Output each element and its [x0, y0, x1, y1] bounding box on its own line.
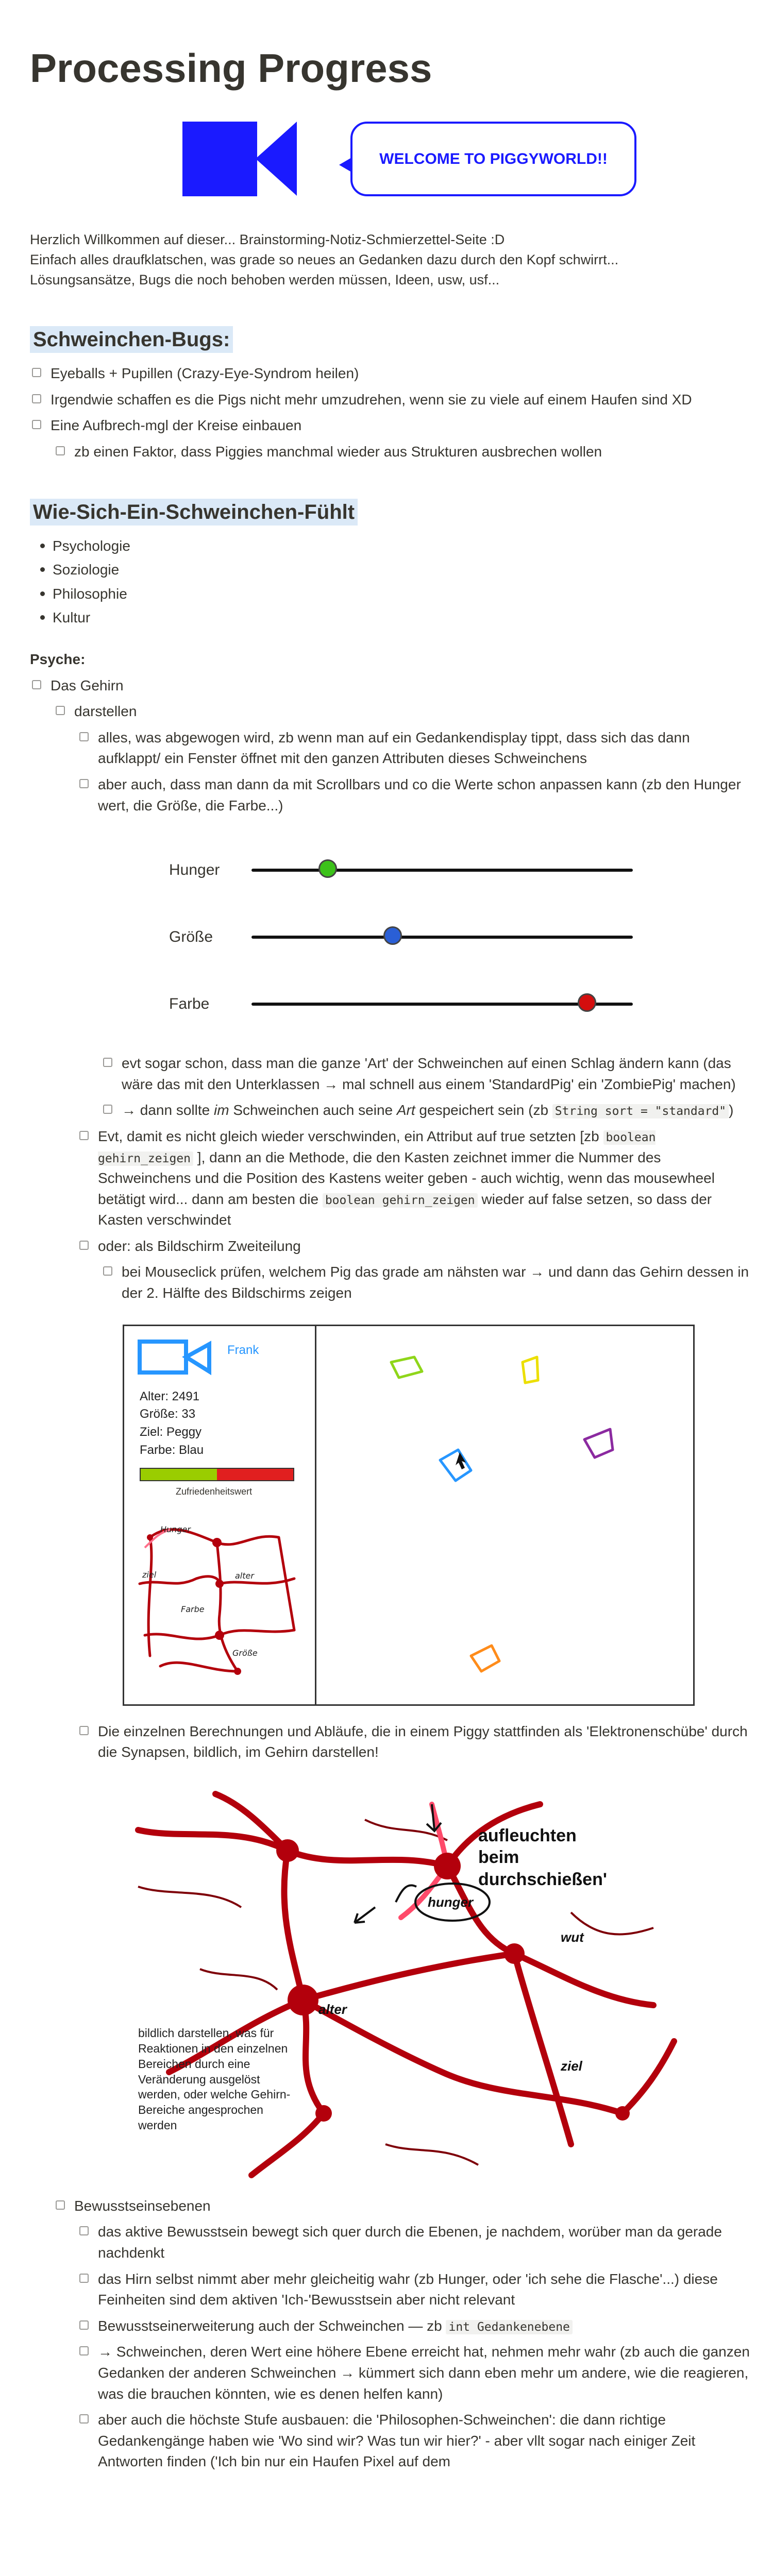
todo-item[interactable] — [77, 1721, 751, 1763]
pig-yellow — [523, 1357, 538, 1383]
todo-item[interactable] — [101, 1262, 751, 1303]
page — [30, 46, 751, 2478]
todo-text: darstellen — [74, 703, 137, 720]
brain-label: Farbe — [181, 1604, 205, 1614]
pig-world-view — [316, 1326, 693, 1704]
checkbox[interactable] — [56, 446, 65, 455]
camera-icon — [137, 1336, 214, 1378]
todo-text: alles, was abgewogen wird, zb wenn man auf ein Gedankendisplay tippt, dass sich das dann aufklappt/ ein Fenster öffnet mit den ganzen Attributen dieses Schweinchens — [98, 729, 690, 767]
pig-stats — [140, 1388, 204, 1460]
checkbox[interactable] — [103, 1105, 112, 1114]
pig-green — [391, 1357, 422, 1378]
todo-item[interactable] — [54, 2196, 751, 2217]
todo-item[interactable] — [54, 442, 751, 463]
todo-text: das aktive Bewusstsein bewegt sich quer durch die Ebenen, je nachdem, worüber man da gerade nachdenkt — [98, 2224, 722, 2261]
code-inline: boolean gehirn_zeigen — [323, 1193, 478, 1208]
slider-hunger — [169, 837, 633, 904]
slider-knob[interactable] — [578, 993, 596, 1012]
brain-label: ziel — [142, 1569, 157, 1580]
stat-line: Ziel: Peggy — [140, 1425, 202, 1439]
todo-item[interactable] — [77, 727, 751, 769]
todo-text: Eyeballs + Pupillen (Crazy-Eye-Syndrom heilen) — [51, 365, 359, 382]
brain-panel — [124, 1326, 316, 1704]
satisfaction-bar — [140, 1468, 294, 1481]
brain-label-wut: wut — [561, 1929, 584, 1945]
checkbox[interactable] — [79, 2274, 89, 2283]
slider-track[interactable] — [251, 1003, 633, 1006]
satisfaction-caption: Zufriedenheitswert — [176, 1486, 253, 1497]
checkbox[interactable] — [79, 2226, 89, 2235]
stat-line: Farbe: Blau — [140, 1443, 204, 1458]
cursor-icon — [456, 1452, 466, 1469]
todo-text: Bewusstseinsebenen — [74, 2197, 211, 2214]
todo-item[interactable] — [101, 1053, 751, 1095]
bullet-item: Kultur — [40, 607, 751, 629]
pig-orange — [471, 1646, 499, 1671]
satisfaction-fill — [141, 1469, 217, 1480]
todo-text: → Schweinchen, deren Wert eine höhere Ebene erreicht hat, nehmen mehr wahr (zb auch die ganzen Gedanken der anderen Schweinchen → kümmert sich dann eben mehr um andere, wie die reagieren, was die brauchen könnten, wie es denen helfen kann) — [98, 2344, 750, 2402]
slider-track[interactable] — [251, 936, 633, 939]
checkbox[interactable] — [56, 706, 65, 715]
code-inline: String sort = "standard" — [552, 1104, 729, 1118]
checkbox[interactable] — [32, 394, 41, 403]
satisfaction-rest — [217, 1469, 293, 1480]
todo-item[interactable] — [30, 363, 751, 384]
checkbox[interactable] — [79, 779, 89, 788]
slider-farbe — [169, 971, 633, 1038]
checkbox[interactable] — [79, 2346, 89, 2355]
todo-text: Irgendwie schaffen es die Pigs nicht mehr umzudrehen, wenn sie zu viele auf einem Haufen sind XD — [51, 391, 692, 408]
brain-label: alter — [235, 1570, 254, 1581]
todo-text: → dann sollte im Schweinchen auch seine Art gespeichert sein (zb String sort = "standard" ) — [122, 1102, 734, 1118]
brain-label-alter: alter — [318, 2001, 347, 2017]
speech-bubble-tail — [339, 158, 351, 172]
brain-caption: bildlich darstellen, was für Reaktionen in den einzelnen Bereichen durch eine Veränderung ausgelöst werden, oder welche Gehirn-Bereiche angesprochen werden — [138, 2026, 291, 2132]
bugs-section — [30, 326, 751, 353]
bullet-item: Soziologie — [40, 560, 751, 581]
todo-text: Das Gehirn — [51, 677, 124, 693]
todo-item[interactable] — [77, 1126, 751, 1231]
todo-item[interactable] — [30, 389, 751, 411]
todo-text: aber auch, dass man dann da mit Scrollbars und co die Werte schon anpassen kann (zb den Hunger wert, die Größe, die Farbe...) — [98, 776, 741, 814]
todo-text: evt sogar schon, dass man die ganze 'Art' der Schweinchen auf einen Schlag ändern kann (das wäre das mit den Unterklassen → mal schnell aus einem 'StandardPig' ein 'ZombiePig' machen) — [122, 1055, 736, 1092]
code-inline: int Gedankenebene — [446, 2320, 572, 2334]
slider-label: Hunger — [169, 861, 220, 879]
todo-text: oder: als Bildschirm Zweiteilung — [98, 1238, 301, 1254]
todo-item[interactable] — [77, 2410, 751, 2472]
bugs-heading: Schweinchen-Bugs: — [30, 326, 233, 353]
todo-item[interactable] — [77, 1236, 751, 1257]
page-title: Processing Progress — [30, 45, 432, 91]
checkbox[interactable] — [79, 2414, 89, 2424]
slider-panel — [169, 837, 633, 1038]
todo-item[interactable] — [101, 1100, 751, 1121]
intro-line: Herzlich Willkommen auf dieser... Brainstorming-Notiz-Schmierzettel-Seite :D — [30, 231, 505, 247]
camera-lens-icon — [256, 122, 297, 196]
todo-text: Evt, damit es nicht gleich wieder verschwinden, ein Attribut auf true setzten [zb boolean gehirn_zeigen ], dann an die Methode, die den Kasten zeichnet immer die Nummer des Schweinchens und die Position des Kastens weiter geben - auch wichtig, wenn das mousewheel betätigt wird... dann am besten die boolean gehirn_zeigen wieder auf false setzen, so dass der Kasten verschwindet — [98, 1128, 715, 1228]
speech-bubble: WELCOME TO PIGGYWORLD!! — [350, 122, 636, 196]
checkbox[interactable] — [56, 2200, 65, 2210]
todo-item[interactable] — [77, 2269, 751, 2311]
stat-line: Alter: 2491 — [140, 1389, 200, 1403]
checkbox[interactable] — [103, 1058, 112, 1067]
intro-text — [30, 230, 751, 290]
split-screen-sketch — [123, 1325, 695, 1706]
brain-label: Größe — [232, 1648, 258, 1658]
brain-label: Hunger — [160, 1524, 191, 1534]
checkbox[interactable] — [79, 2320, 89, 2330]
intro-line: Lösungsansätze, Bugs die noch behoben werden müssen, Ideen, usw, usf... — [30, 272, 500, 288]
checkbox[interactable] — [32, 420, 41, 429]
slider-track[interactable] — [251, 869, 633, 872]
todo-text: zb einen Faktor, dass Piggies manchmal wieder aus Strukturen ausbrechen wollen — [74, 444, 602, 460]
psyche-label: Psyche: — [30, 651, 86, 667]
checkbox[interactable] — [103, 1266, 112, 1276]
hero-banner — [30, 122, 751, 209]
feel-section — [30, 499, 751, 526]
todo-item[interactable] — [77, 2222, 751, 2263]
todo-text: das Hirn selbst nimmt aber mehr gleicheitig wahr (zb Hunger, oder 'ich sehe die Flasche'...) diese Feinheiten sind dem aktiven 'Ich-'Bewusstsein aber nicht relevant — [98, 2270, 718, 2308]
checkbox[interactable] — [79, 732, 89, 741]
todo-text: Bewusstseinerweiterung auch der Schweinchen — zb int Gedankenebene — [98, 2318, 573, 2334]
feel-heading: Wie-Sich-Ein-Schweinchen-Fühlt — [30, 499, 358, 526]
checkbox[interactable] — [32, 680, 41, 689]
brain-label-hunger: hunger — [428, 1894, 474, 1910]
code-inline: boolean gehirn_zeigen — [98, 1130, 656, 1165]
todo-item[interactable] — [77, 774, 751, 816]
brain-synapse-sketch — [107, 1784, 684, 2180]
todo-text: Eine Aufbrech-mgl der Kreise einbauen — [51, 417, 302, 434]
camera-icon — [182, 122, 257, 196]
slider-knob[interactable] — [318, 859, 337, 878]
todo-item[interactable] — [30, 415, 751, 436]
todo-text: Die einzelnen Berechnungen und Abläufe, die in einem Piggy stattfinden als 'Elektronenschübe' durch die Synapsen, bildlich, im Gehirn darstellen! — [98, 1723, 748, 1760]
stat-line: Größe: 33 — [140, 1407, 196, 1421]
checkbox[interactable] — [32, 368, 41, 377]
bullet-item: Philosophie — [40, 584, 751, 605]
checkbox[interactable] — [79, 1131, 89, 1140]
pig-purple — [584, 1429, 613, 1458]
checkbox[interactable] — [79, 1241, 89, 1250]
todo-item[interactable] — [54, 701, 751, 722]
intro-line: Einfach alles draufklatschen, was grade so neues an Gedanken dazu durch den Kopf schwirrt... — [30, 251, 619, 267]
slider-label: Größe — [169, 928, 213, 946]
checkbox[interactable] — [79, 1726, 89, 1735]
slider-knob[interactable] — [383, 926, 402, 945]
bullet-item: Psychologie — [40, 536, 751, 557]
todo-item[interactable] — [77, 2342, 751, 2404]
todo-item[interactable] — [30, 675, 751, 697]
todo-text: bei Mouseclick prüfen, welchem Pig das grade am nähsten war → und dann das Gehirn dessen in der 2. Hälfte des Bildschirms zeigen — [122, 1264, 749, 1301]
pig-name: Frank — [227, 1343, 259, 1357]
brain-label-ziel: ziel — [561, 2058, 582, 2074]
todo-text: aber auch die höchste Stufe ausbauen: die 'Philosophen-Schweinchen': die dann richtige Gedankengänge haben wie 'Wo sind wir? Was tun wir hier?' - aber vllt sogar nach einiger Zeit Antworten finden ('Ich bin nur ein Haufen Pixel auf dem — [98, 2412, 696, 2470]
small-brain-sketch — [129, 1501, 310, 1697]
todo-item[interactable] — [77, 2316, 751, 2337]
slider-groesse — [169, 904, 633, 971]
slider-label: Farbe — [169, 995, 210, 1013]
brain-callout: aufleuchten beim durchschießen' — [478, 1825, 607, 1889]
